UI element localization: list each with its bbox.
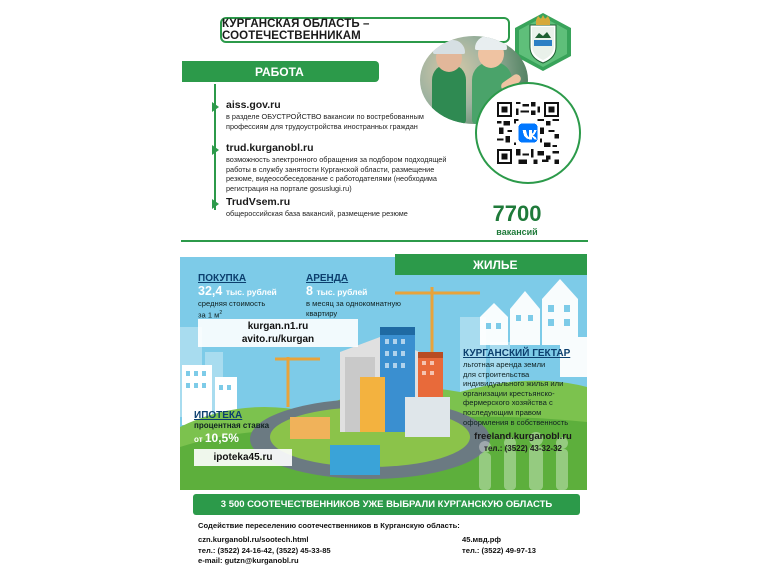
site-desc-line: работы в службу занятости Курганской области, размещение — [226, 164, 435, 174]
site-link[interactable]: trud.kurganobl.ru — [226, 142, 314, 154]
housing-section-header — [395, 254, 587, 275]
vacancies-label: вакансий — [496, 227, 538, 237]
hectare-desc-line: индивидуального жилья или — [463, 379, 564, 389]
hectare-desc-line: оформления в собственность — [463, 417, 569, 427]
qr-code-icon — [497, 102, 559, 164]
contacts-left — [198, 535, 438, 567]
site-link[interactable]: aiss.gov.ru — [226, 99, 281, 111]
arrow-right-icon — [212, 199, 219, 209]
contact-site-link[interactable]: 45.мвд.рф — [462, 535, 502, 544]
footer-banner-text: 3 500 СООТЕЧЕСТВЕННИКОВ УЖЕ ВЫБРАЛИ КУРГАНСКУЮ ОБЛАСТЬ — [220, 499, 553, 510]
purchase-title: ПОКУПКА — [198, 273, 247, 284]
rent-value — [306, 284, 416, 298]
mortgage-site-link[interactable]: ipoteka45.ru — [213, 452, 273, 463]
hectare-desc-line: льготная аренда земли — [463, 360, 546, 369]
housing-section-label: ЖИЛЬЕ — [473, 257, 518, 272]
contact-phone: тел.: (3522) 24-16-42, (3522) 45-33-85 — [198, 545, 331, 555]
work-section-header — [182, 61, 379, 82]
hectare-desc-line: для строительства — [463, 369, 530, 379]
hectare-phone: тел.: (3522) 43-32-32 — [484, 444, 562, 453]
site-trudvsem — [226, 196, 476, 219]
site-aiss — [226, 99, 476, 131]
work-section-label: РАБОТА — [255, 64, 304, 79]
contact-site-link[interactable]: czn.kurganobl.ru/sootech.html — [198, 535, 309, 544]
mortgage-rate — [194, 431, 314, 445]
hectare-desc-line: организации крестьянско- — [463, 388, 555, 398]
hectare-site-link[interactable]: freeland.kurganobl.ru — [474, 431, 572, 442]
site-desc-line: в разделе ОБУСТРОЙСТВО вакансии по востребованным — [226, 112, 424, 121]
site-desc-line: возможность электронного обращения за подбором подходящей — [226, 155, 447, 164]
purchase-sup: 2 — [219, 309, 223, 316]
purchase-unit: тыс. рублей — [225, 287, 277, 297]
housing-site-link[interactable]: avito.ru/kurgan — [241, 333, 315, 345]
site-link[interactable]: TrudVsem.ru — [226, 196, 291, 208]
mortgage-prefix: от — [194, 434, 203, 444]
mortgage-title: ИПОТЕКА — [194, 410, 243, 421]
rent-desc-line: квартиру — [306, 308, 338, 318]
rent-title: АРЕНДА — [306, 273, 349, 284]
site-desc-line: профессиям для трудоустройства иностранных граждан — [226, 121, 418, 131]
hectare-desc-line: последующим правом — [463, 407, 542, 417]
purchase-desc-line: средняя стоимость — [198, 299, 266, 308]
contact-phone: тел.: (3522) 49-97-13 — [462, 545, 536, 555]
hectare-desc-line: фермерского хозяйства с — [463, 398, 553, 408]
purchase-value — [198, 284, 303, 298]
hectare-block — [463, 348, 583, 427]
footer-banner — [193, 494, 580, 515]
mortgage-site-box — [194, 449, 292, 466]
qr-code-badge[interactable] — [475, 82, 581, 184]
rent-unit: тыс. рублей — [316, 287, 368, 297]
site-desc-line: общероссийская база вакансий, размещение резюме — [226, 209, 408, 218]
hectare-contacts — [462, 431, 584, 455]
section-divider — [181, 240, 588, 242]
site-trud — [226, 142, 476, 193]
purchase-number: 32,4 — [198, 284, 223, 298]
mortgage-value: 10,5% — [204, 430, 239, 445]
mortgage-block — [194, 410, 314, 445]
vacancies-count: 7700 — [492, 201, 542, 226]
site-desc-line: резюме, видеособеседование с работодателями (необходима — [226, 174, 437, 184]
hectare-title: КУРГАНСКИЙ ГЕКТАР — [463, 348, 571, 359]
rent-block — [306, 273, 416, 318]
assistance-text: Содействие переселению соотечественников в Курганскую область: — [198, 521, 460, 530]
contact-email[interactable]: e-mail: gutzn@kurganobl.ru — [198, 556, 299, 566]
arrow-right-icon — [212, 102, 219, 112]
site-desc-line: регистрация на портале gosuslugi.ru) — [226, 183, 352, 193]
rent-desc-line: в месяц за однокомнатную — [306, 299, 401, 308]
purchase-desc-line: за 1 $м^2$ — [198, 309, 223, 320]
rent-number: 8 — [306, 284, 313, 298]
mortgage-desc: процентная ставка — [194, 421, 270, 430]
purchase-block — [198, 273, 303, 320]
arrow-right-icon — [212, 145, 219, 155]
housing-sites-box — [198, 319, 358, 347]
contacts-right — [462, 535, 582, 556]
page-title: КУРГАНСКАЯ ОБЛАСТЬ – СООТЕЧЕСТВЕННИКАМ — [222, 18, 370, 42]
housing-site-link[interactable]: kurgan.n1.ru — [247, 321, 309, 332]
